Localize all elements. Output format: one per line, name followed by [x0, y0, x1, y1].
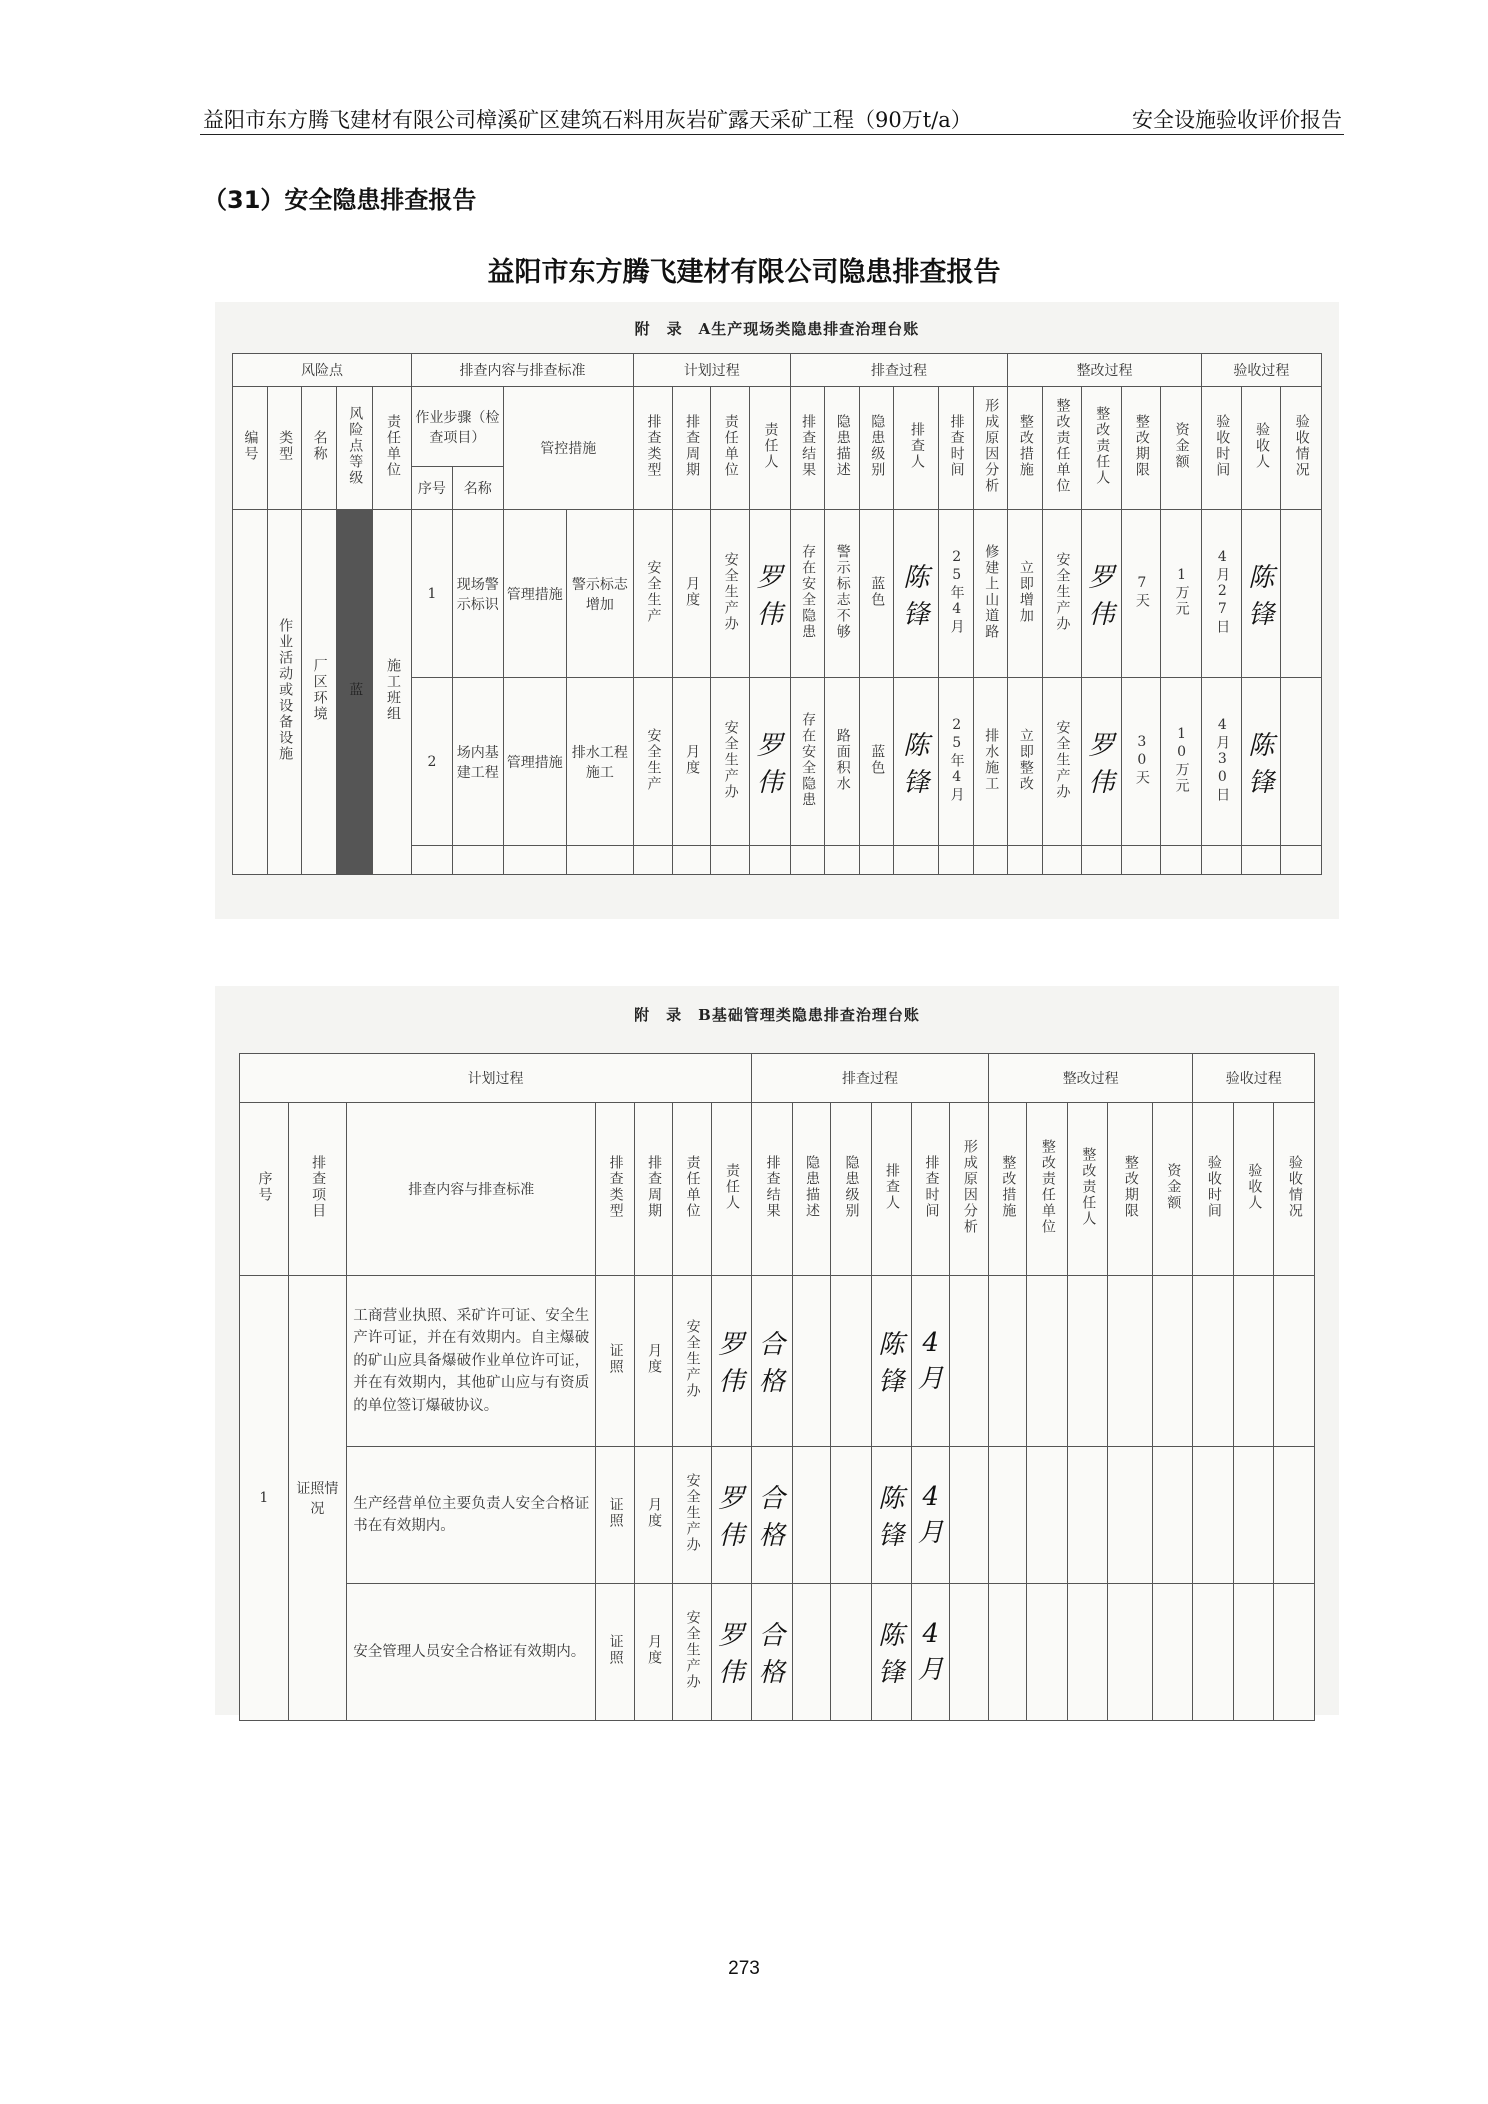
scanned-table-b — [215, 986, 1339, 1715]
table-b-title: 附 录 B基础管理类隐患排查治理台账 — [634, 1006, 920, 1024]
check-standard: 工商营业执照、采矿许可证、安全生产许可证，并在有效期内。自主爆破的矿山应具备爆破作业单位许可证，并在有效期内，其他矿山应与有资质的单位签订爆破协议。 — [347, 1276, 596, 1447]
cell-text: 整改期限 — [1133, 414, 1150, 478]
empty-cell — [1281, 846, 1322, 875]
column-header — [267, 387, 302, 510]
check-standard: 安全管理人员安全合格证有效期内。 — [347, 1584, 596, 1721]
hazard-ledger-table-b — [239, 1053, 1315, 1721]
column-header — [988, 1103, 1026, 1276]
cell-text: 月度 — [646, 1343, 663, 1375]
cell-text: 月度 — [646, 1634, 663, 1666]
empty-cell — [825, 846, 860, 875]
empty-cell — [566, 846, 633, 875]
column-header — [373, 387, 412, 510]
column-header — [634, 1103, 672, 1276]
cell-text: 责任单位 — [384, 414, 401, 478]
cell-no: 1 — [240, 1276, 289, 1721]
column-header: 管控措施 — [503, 387, 633, 510]
cell-text: 资金额 — [1165, 1163, 1182, 1211]
table-cell — [1152, 1276, 1193, 1447]
table-cell — [988, 1584, 1026, 1721]
cell-text: 排查类型 — [607, 1155, 624, 1219]
table-cell — [673, 1276, 711, 1447]
cell-text: 证照 — [607, 1497, 624, 1529]
cell-text: 名称 — [311, 430, 328, 462]
cell-text: 安全生产办 — [1054, 551, 1071, 632]
cell-text: 证照 — [607, 1634, 624, 1666]
table-cell — [596, 1584, 634, 1721]
cell-text: 隐患描述 — [834, 414, 851, 478]
table-cell — [825, 678, 860, 846]
table-cell — [596, 1447, 634, 1584]
table-cell — [633, 510, 672, 678]
table-row — [240, 1447, 1315, 1584]
cell-text: 排查人 — [908, 422, 925, 470]
cell-text: 整改责任人 — [1094, 406, 1111, 486]
signature: 陈锋 — [871, 1276, 911, 1447]
table-cell — [1233, 1584, 1273, 1721]
table-cell — [711, 510, 750, 678]
column-header — [1042, 387, 1081, 510]
signature: 罗伟 — [1081, 678, 1122, 846]
cell-text: 排查时间 — [948, 414, 965, 478]
cell-text: 类型 — [277, 430, 294, 462]
table-cell — [1067, 1447, 1107, 1584]
column-header — [752, 1103, 792, 1276]
signature: 陈锋 — [1242, 678, 1281, 846]
column-header — [831, 1103, 871, 1276]
table-cell — [1161, 510, 1202, 678]
empty-cell — [633, 846, 672, 875]
cell-text: 形成原因分析 — [961, 1139, 978, 1235]
table-cell — [988, 1447, 1026, 1584]
cell-text: 月度 — [684, 743, 701, 776]
table-cell — [1027, 1447, 1067, 1584]
cell-text: 厂区环境 — [311, 658, 328, 722]
cell-text: 安全生产办 — [684, 1319, 701, 1399]
cell-text: 蓝色 — [869, 575, 886, 608]
cell-text: 安全生产 — [645, 559, 662, 624]
cell-text: 风险点等级 — [347, 406, 364, 486]
group-header: 计划过程 — [633, 354, 790, 387]
table-cell — [988, 1276, 1026, 1447]
group-header: 排查内容与排查标准 — [412, 354, 634, 387]
table-cell — [633, 678, 672, 846]
table-cell — [1274, 1276, 1315, 1447]
table-cell — [825, 510, 860, 678]
table-cell — [1193, 1584, 1233, 1721]
table-cell — [1122, 510, 1161, 678]
cell-text: 安全生产办 — [722, 551, 739, 632]
cell-text: 1万元 — [1173, 566, 1190, 617]
table-cell — [939, 678, 974, 846]
table-cell — [1008, 678, 1043, 846]
table-cell — [711, 678, 750, 846]
cell-text: 警示标志不够 — [834, 543, 851, 640]
table-cell — [1161, 678, 1202, 846]
cell-text: 排查周期 — [646, 1155, 663, 1219]
cell-text: 存在安全隐患 — [800, 543, 817, 640]
signature: 罗伟 — [711, 1584, 752, 1721]
signature: 陈锋 — [871, 1584, 911, 1721]
table-cell — [950, 1584, 988, 1721]
column-header — [1067, 1103, 1107, 1276]
table-cell — [973, 510, 1008, 678]
column-header — [673, 1103, 711, 1276]
table-cell — [792, 1447, 830, 1584]
table-cell — [1193, 1276, 1233, 1447]
cell-text: 安全生产办 — [684, 1610, 701, 1690]
table-cell: 管理措施 — [503, 678, 566, 846]
group-header: 排查过程 — [790, 354, 1008, 387]
table-cell — [792, 1276, 830, 1447]
cell-text: 排查周期 — [684, 414, 701, 478]
column-header — [973, 387, 1008, 510]
cell-text: 隐患级别 — [843, 1155, 860, 1219]
cell-text: 安全生产办 — [1054, 719, 1071, 800]
running-header-report: 安全设施验收评价报告 — [1132, 108, 1342, 132]
hazard-ledger-table-a — [232, 353, 1322, 875]
table-cell — [634, 1584, 672, 1721]
table-cell — [950, 1447, 988, 1584]
scanned-table-a — [215, 302, 1339, 919]
table-row — [240, 1276, 1315, 1447]
signature: 陈锋 — [1242, 510, 1281, 678]
empty-cell — [412, 846, 453, 875]
table-cell: 1 — [412, 510, 453, 678]
signature: 罗伟 — [749, 678, 790, 846]
table-cell — [1281, 510, 1322, 678]
column-header: 作业步骤（检查项目） — [412, 387, 504, 467]
column-header: 排查内容与排查标准 — [347, 1103, 596, 1276]
column-header — [950, 1103, 988, 1276]
empty-cell — [1242, 846, 1281, 875]
empty-cell — [749, 846, 790, 875]
table-cell — [1274, 1447, 1315, 1584]
cell-text: 排查人 — [883, 1163, 900, 1211]
column-header — [749, 387, 790, 510]
table-cell — [1233, 1447, 1273, 1584]
table-cell — [939, 510, 974, 678]
cell-text: 立即增加 — [1017, 559, 1034, 624]
cell-text: 施工班组 — [384, 658, 401, 722]
cell-text: 存在安全隐患 — [800, 711, 817, 808]
cell-text: 立即整改 — [1017, 727, 1034, 792]
column-header — [233, 387, 268, 510]
cell-text: 责任单位 — [684, 1155, 701, 1219]
cell-text: 整改措施 — [1000, 1155, 1017, 1219]
table-cell: 场内基建工程 — [452, 678, 503, 846]
column-header — [711, 387, 750, 510]
column-header — [871, 1103, 911, 1276]
cell-text: 隐患级别 — [869, 414, 886, 478]
table-cell — [859, 678, 894, 846]
table-cell — [973, 678, 1008, 846]
table-row — [240, 1584, 1315, 1721]
column-header — [336, 387, 373, 510]
empty-cell — [1042, 846, 1081, 875]
cell-text: 整改期限 — [1122, 1155, 1139, 1219]
table-cell — [831, 1584, 871, 1721]
table-cell — [1108, 1584, 1153, 1721]
cell-text: 整改责任单位 — [1054, 398, 1071, 494]
table-cell — [1201, 678, 1242, 846]
cell-text: 安全生产 — [645, 727, 662, 792]
group-header: 整改过程 — [1008, 354, 1201, 387]
cell-item: 证照情况 — [288, 1276, 347, 1721]
column-header — [792, 1103, 830, 1276]
header-divider — [200, 134, 1344, 135]
column-header — [790, 387, 825, 510]
column-header: 名称 — [452, 467, 503, 510]
column-header — [633, 387, 672, 510]
table-cell: 排水工程施工 — [566, 678, 633, 846]
group-header: 验收过程 — [1193, 1054, 1315, 1103]
cell-text: 责任人 — [762, 422, 779, 470]
cell-text: 资金额 — [1173, 422, 1190, 470]
cell-text: 责任人 — [724, 1163, 741, 1211]
empty-cell — [973, 846, 1008, 875]
column-header: 序号 — [412, 467, 453, 510]
section-title: （31）安全隐患排查报告 — [203, 186, 477, 214]
table-cell — [596, 1276, 634, 1447]
cell-text: 7天 — [1133, 574, 1150, 609]
table-a-title: 附 录 A生产现场类隐患排查治理台账 — [634, 320, 920, 338]
cell-text: 验收时间 — [1205, 1155, 1222, 1219]
table-row — [233, 510, 1322, 678]
table-cell: 现场警示标识 — [452, 510, 503, 678]
cell-text: 4月27日 — [1214, 548, 1231, 635]
cell-text: 4月30日 — [1214, 716, 1231, 803]
table-cell — [792, 1584, 830, 1721]
cell-text: 整改措施 — [1017, 414, 1034, 478]
column-header — [1193, 1103, 1233, 1276]
empty-cell — [1081, 846, 1122, 875]
column-header — [596, 1103, 634, 1276]
empty-cell — [672, 846, 711, 875]
table-cell: 2 — [412, 678, 453, 846]
cell-text: 作业活动或设备设施 — [277, 618, 294, 762]
cell-text: 形成原因分析 — [983, 398, 1000, 494]
group-header: 计划过程 — [240, 1054, 752, 1103]
cell-text: 安全生产办 — [722, 719, 739, 800]
empty-cell — [790, 846, 825, 875]
group-header: 验收过程 — [1201, 354, 1321, 387]
column-header — [711, 1103, 752, 1276]
table-cell — [831, 1276, 871, 1447]
table-cell — [1201, 510, 1242, 678]
table-cell — [859, 510, 894, 678]
signature: 陈锋 — [871, 1447, 911, 1584]
cell-text: 月度 — [646, 1497, 663, 1529]
cell-text: 验收情况 — [1293, 414, 1310, 478]
empty-cell — [894, 846, 939, 875]
cell-name — [302, 510, 337, 875]
table-cell — [1108, 1447, 1153, 1584]
cell-text: 25年4月 — [948, 716, 965, 803]
column-header — [912, 1103, 950, 1276]
column-header — [672, 387, 711, 510]
table-cell — [672, 678, 711, 846]
cell-unit — [373, 510, 412, 875]
table-cell — [1274, 1584, 1315, 1721]
empty-cell — [503, 846, 566, 875]
cell-text: 排查类型 — [645, 414, 662, 478]
signature: 罗伟 — [711, 1276, 752, 1447]
page-number: 273 — [728, 1958, 760, 1979]
cell-text: 验收情况 — [1286, 1155, 1303, 1219]
empty-cell — [1122, 846, 1161, 875]
cell-text: 蓝色 — [869, 743, 886, 776]
cell-text: 隐患描述 — [804, 1155, 821, 1219]
empty-cell — [1008, 846, 1043, 875]
column-header — [825, 387, 860, 510]
table-cell — [1027, 1276, 1067, 1447]
table-cell — [1122, 678, 1161, 846]
cell-text: 蓝 — [347, 682, 364, 698]
table-cell — [1042, 678, 1081, 846]
cell-text: 验收人 — [1253, 422, 1270, 470]
table-cell — [1067, 1584, 1107, 1721]
cell-no — [233, 510, 268, 875]
cell-text: 月度 — [684, 575, 701, 608]
table-cell — [1008, 510, 1043, 678]
empty-cell — [859, 846, 894, 875]
cell-text: 证照 — [607, 1343, 624, 1375]
column-header — [1081, 387, 1122, 510]
cell-text: 整改责任人 — [1080, 1147, 1097, 1227]
signature: 4月 — [912, 1584, 950, 1721]
cell-text: 10万元 — [1173, 725, 1190, 794]
table-cell — [673, 1584, 711, 1721]
column-header — [894, 387, 939, 510]
signature: 合格 — [752, 1447, 792, 1584]
risk-level-badge — [336, 510, 373, 875]
cell-text: 编号 — [242, 430, 259, 462]
column-header — [939, 387, 974, 510]
cell-text: 30天 — [1133, 733, 1150, 786]
column-header — [1281, 387, 1322, 510]
table-cell — [790, 510, 825, 678]
empty-cell — [1161, 846, 1202, 875]
table-cell — [1108, 1276, 1153, 1447]
signature: 罗伟 — [749, 510, 790, 678]
cell-text: 责任单位 — [722, 414, 739, 478]
column-header — [1108, 1103, 1153, 1276]
column-header — [859, 387, 894, 510]
table-cell — [831, 1447, 871, 1584]
signature: 罗伟 — [1081, 510, 1122, 678]
column-header — [1242, 387, 1281, 510]
signature: 合格 — [752, 1276, 792, 1447]
running-header-project: 益阳市东方腾飞建材有限公司樟溪矿区建筑石料用灰岩矿露天采矿工程（90万t/a） — [203, 108, 972, 132]
cell-text: 验收人 — [1246, 1163, 1263, 1211]
cell-text: 修建上山道路 — [983, 543, 1000, 640]
column-header — [302, 387, 337, 510]
cell-text: 25年4月 — [948, 548, 965, 635]
cell-text: 排查结果 — [764, 1155, 781, 1219]
table-cell — [634, 1447, 672, 1584]
table-cell — [790, 678, 825, 846]
table-cell — [1152, 1584, 1193, 1721]
cell-text: 序号 — [256, 1171, 273, 1203]
check-standard: 生产经营单位主要负责人安全合格证书在有效期内。 — [347, 1447, 596, 1584]
cell-text: 排查时间 — [923, 1155, 940, 1219]
table-cell — [634, 1276, 672, 1447]
table-cell — [1233, 1276, 1273, 1447]
column-header — [1161, 387, 1202, 510]
table-cell — [673, 1447, 711, 1584]
signature: 4月 — [912, 1276, 950, 1447]
column-header — [1274, 1103, 1315, 1276]
signature: 4月 — [912, 1447, 950, 1584]
cell-text: 整改责任单位 — [1039, 1139, 1056, 1235]
table-cell — [672, 510, 711, 678]
empty-cell — [1201, 846, 1242, 875]
cell-text: 排查项目 — [310, 1155, 327, 1219]
column-header — [1201, 387, 1242, 510]
signature: 罗伟 — [711, 1447, 752, 1584]
column-header — [1122, 387, 1161, 510]
empty-cell — [939, 846, 974, 875]
empty-cell — [452, 846, 503, 875]
table-cell — [1152, 1447, 1193, 1584]
empty-cell — [711, 846, 750, 875]
table-cell: 管理措施 — [503, 510, 566, 678]
group-header: 整改过程 — [988, 1054, 1192, 1103]
cell-text: 安全生产办 — [684, 1473, 701, 1553]
column-header — [1152, 1103, 1193, 1276]
table-cell — [1027, 1584, 1067, 1721]
group-header: 风险点 — [233, 354, 412, 387]
document-title: 益阳市东方腾飞建材有限公司隐患排查报告 — [487, 257, 1001, 288]
table-cell: 警示标志增加 — [566, 510, 633, 678]
column-header — [240, 1103, 289, 1276]
signature: 合格 — [752, 1584, 792, 1721]
cell-type — [267, 510, 302, 875]
cell-text: 验收时间 — [1214, 414, 1231, 478]
signature: 陈锋 — [894, 510, 939, 678]
table-cell — [950, 1276, 988, 1447]
column-header — [1233, 1103, 1273, 1276]
column-header — [1027, 1103, 1067, 1276]
table-cell — [1281, 678, 1322, 846]
table-cell — [1042, 510, 1081, 678]
cell-text: 路面积水 — [834, 727, 851, 792]
group-header: 排查过程 — [752, 1054, 989, 1103]
cell-text: 排水施工 — [983, 727, 1000, 792]
cell-text: 排查结果 — [800, 414, 817, 478]
table-cell — [1067, 1276, 1107, 1447]
column-header — [288, 1103, 347, 1276]
table-cell — [1193, 1447, 1233, 1584]
column-header — [1008, 387, 1043, 510]
signature: 陈锋 — [894, 678, 939, 846]
